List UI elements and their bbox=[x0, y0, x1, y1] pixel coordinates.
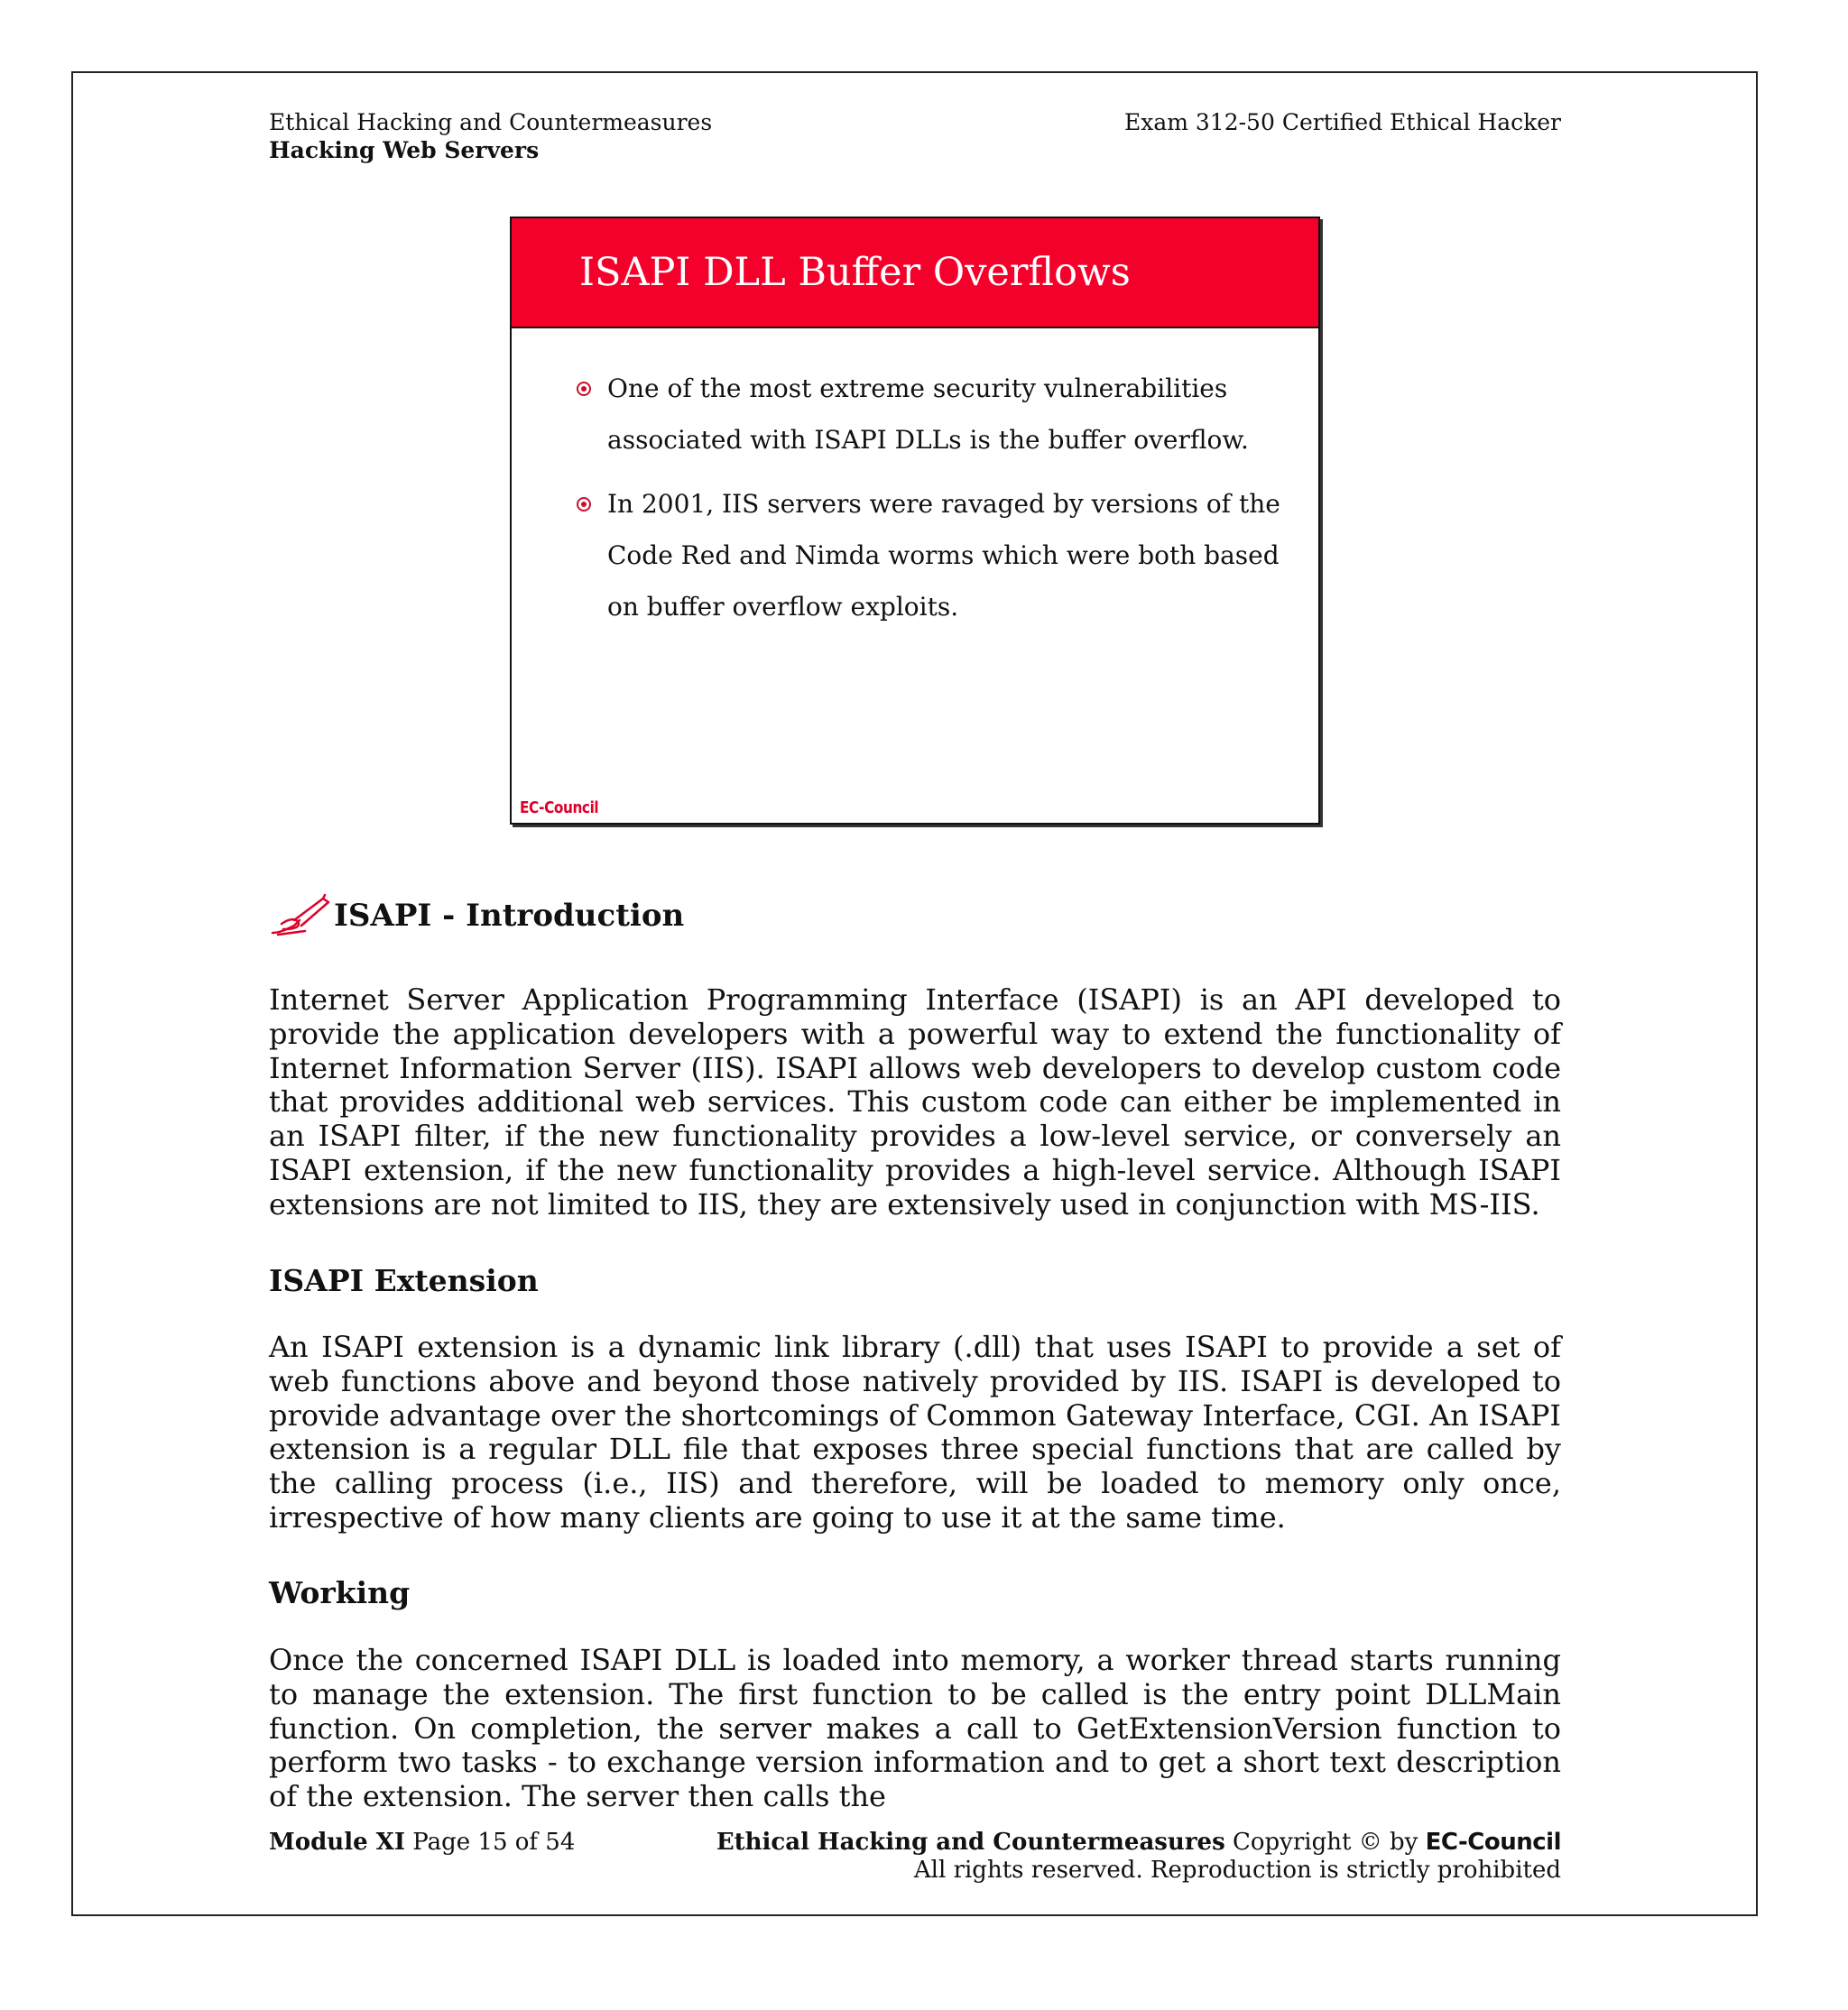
writing-hand-icon bbox=[269, 893, 334, 938]
footer-brand: EC-Council bbox=[1425, 1829, 1561, 1856]
footer-copyright: Copyright © by bbox=[1232, 1829, 1418, 1856]
bullet-text: One of the most extreme security vulnerabilities associated with ISAPI DLLs is the buffer overflow. bbox=[607, 373, 1249, 455]
intro-paragraph: Internet Server Application Programming Interface (ISAPI) is an API developed to provide the application developers with a powerful way to extend the functionality of Internet Information Server (IIS). ISAPI allows web developers to develop custom code that provides additional web services. This custom code can either be implemented in an ISAPI filter, if the new functionality provides a low-level service, or conversely an ISAPI extension, if the new functionality provides a high-level service. Although ISAPI extensions are not limited to IIS, they are extensively used in conjunction with MS-IIS. bbox=[269, 982, 1561, 1222]
bullet-circle-icon bbox=[577, 497, 591, 512]
working-paragraph: Once the concerned ISAPI DLL is loaded into memory, a worker thread starts running to manage the extension. The first function to be called is the entry point DLLMain function. On completion, the server makes a call to GetExtensionVersion function to perform two tasks - to exchange version information and to get a short text description of the extension. The server then calls the bbox=[269, 1643, 1561, 1814]
working-heading: Working bbox=[269, 1575, 411, 1610]
section-heading-text: ISAPI - Introduction bbox=[334, 898, 685, 934]
isapi-extension-heading: ISAPI Extension bbox=[269, 1263, 539, 1298]
footer-left bbox=[269, 1829, 575, 1856]
ec-council-logo: EC-Council bbox=[520, 798, 599, 817]
footer-rights: All rights reserved. Reproduction is strictly prohibited bbox=[913, 1857, 1561, 1884]
footer-right bbox=[716, 1829, 1561, 1885]
course-title: Ethical Hacking and Countermeasures bbox=[269, 109, 713, 135]
isapi-extension-paragraph: An ISAPI extension is a dynamic link library (.dll) that uses ISAPI to provide a set of web functions above and beyond those natively provided by IIS. ISAPI is developed to provide advantage over the shortcomings of Common Gateway Interface, CGI. An ISAPI extension is a regular DLL file that exposes three special functions that are called by the calling process (i.e., IIS) and therefore, will be loaded to memory only once, irrespective of how many clients are going to use it at the same time. bbox=[269, 1330, 1561, 1535]
footer-module: Module XI bbox=[269, 1829, 406, 1856]
slide-bullet bbox=[577, 478, 1298, 632]
slide-bullet bbox=[577, 363, 1298, 466]
slide-panel bbox=[510, 217, 1320, 825]
slide-title-bar bbox=[512, 218, 1318, 328]
module-name: Hacking Web Servers bbox=[269, 137, 540, 163]
slide-bullets bbox=[577, 363, 1298, 645]
footer-page: Page 15 of 54 bbox=[412, 1829, 576, 1856]
section-heading bbox=[269, 893, 684, 938]
exam-title: Exam 312-50 Certified Ethical Hacker bbox=[1123, 109, 1561, 135]
bullet-text: In 2001, IIS servers were ravaged by versions of the Code Red and Nimda worms which were both based on buffer overflow exploits. bbox=[607, 489, 1280, 622]
bullet-circle-icon bbox=[577, 382, 591, 396]
footer-title: Ethical Hacking and Countermeasures bbox=[716, 1829, 1225, 1856]
page-header-left bbox=[269, 108, 712, 164]
slide-title: ISAPI DLL Buffer Overflows bbox=[579, 250, 1131, 295]
